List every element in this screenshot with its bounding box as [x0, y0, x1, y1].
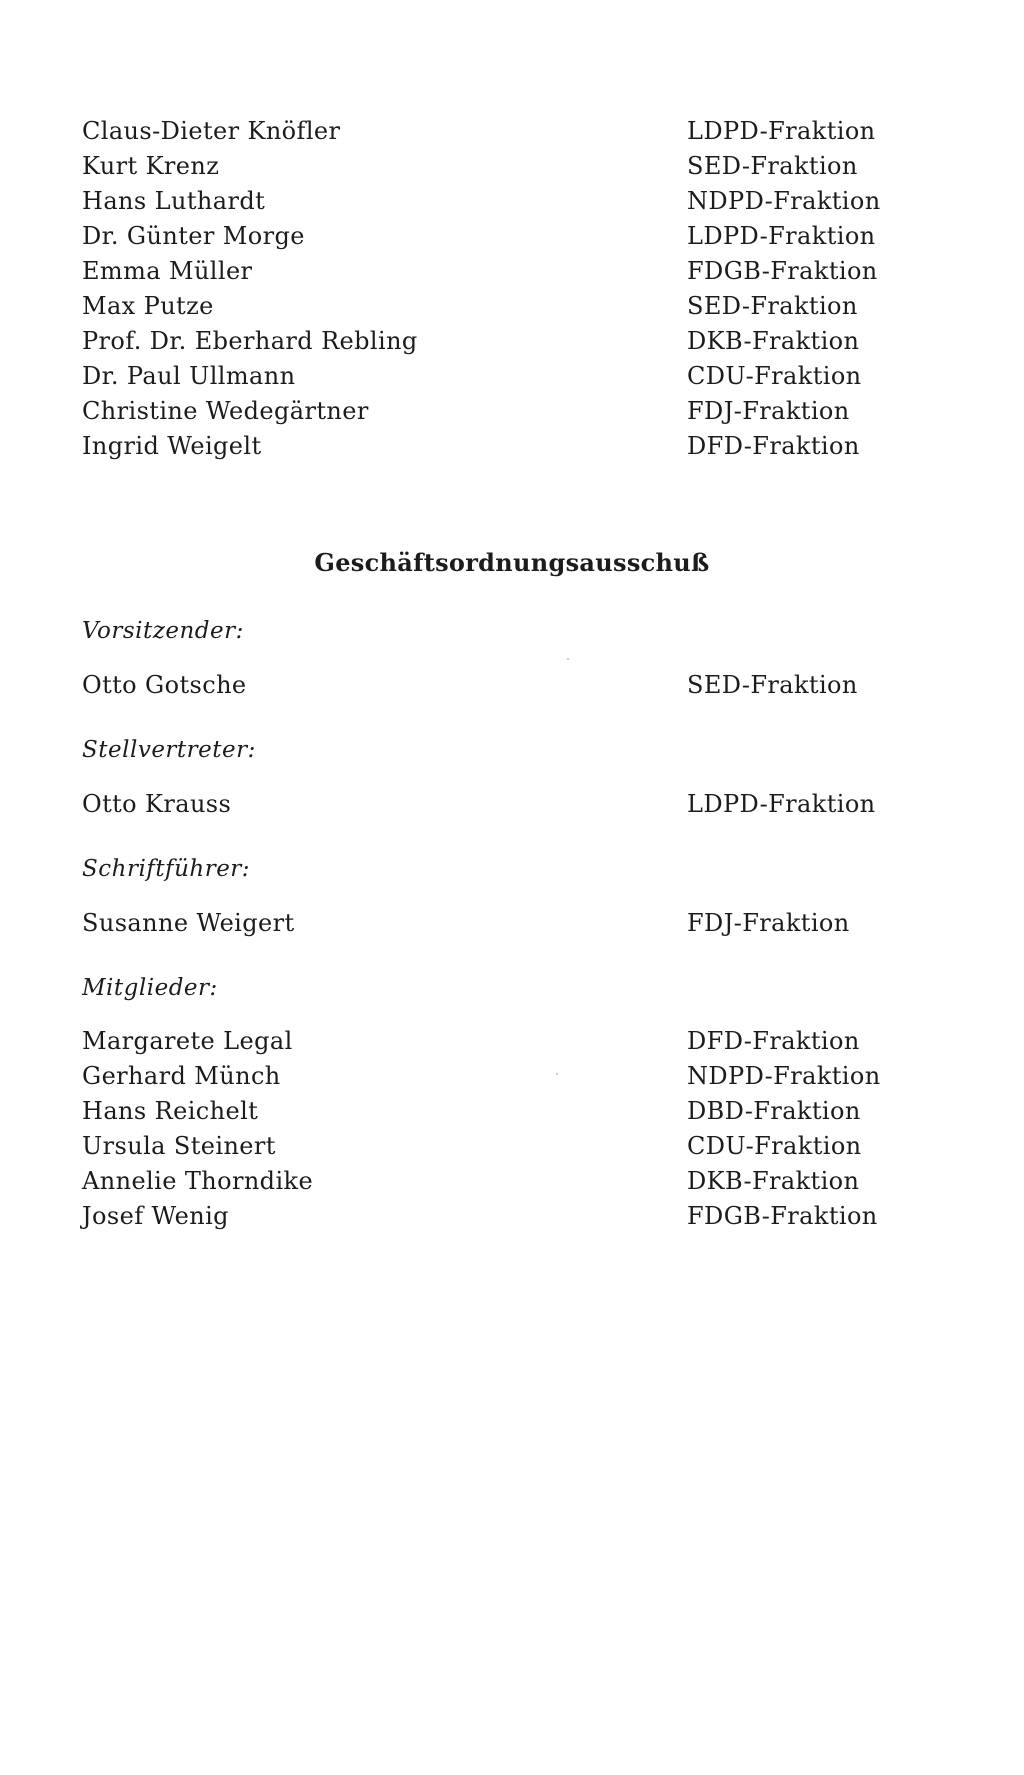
- deputy-fraction: LDPD-Fraktion: [687, 790, 876, 818]
- list-item: [0, 429, 1024, 464]
- committee-title: Geschäftsordnungsausschuß: [314, 548, 710, 577]
- list-item: [0, 149, 1024, 184]
- list-item: [0, 324, 1024, 359]
- list-item: [0, 1129, 1024, 1164]
- deputy-entry: [0, 787, 1024, 822]
- list-item: [0, 394, 1024, 429]
- list-item: [0, 219, 1024, 254]
- member-name: Max Putze: [82, 292, 214, 320]
- member-name: Emma Müller: [82, 257, 253, 285]
- member-name: Kurt Krenz: [82, 152, 220, 180]
- chair-fraction: SED-Fraktion: [687, 671, 858, 699]
- member-name: Hans Reichelt: [82, 1097, 259, 1125]
- member-fraction: SED-Fraktion: [687, 292, 858, 320]
- list-item: [0, 906, 1024, 941]
- list-item: [0, 787, 1024, 822]
- member-fraction: DBD-Fraktion: [687, 1097, 861, 1125]
- scan-speck: [556, 1073, 558, 1075]
- member-name: Dr. Günter Morge: [82, 222, 305, 250]
- member-name: Hans Luthardt: [82, 187, 266, 215]
- member-fraction: LDPD-Fraktion: [687, 117, 876, 145]
- secretary-entry: [0, 906, 1024, 941]
- list-item: [0, 1164, 1024, 1199]
- committee-member-list: [0, 1024, 1024, 1234]
- chair-label: Vorsitzender:: [82, 618, 244, 644]
- list-item: [0, 359, 1024, 394]
- list-item: [0, 1059, 1024, 1094]
- secretary-label: Schriftführer:: [82, 856, 251, 882]
- member-name: Claus-Dieter Knöfler: [82, 117, 341, 145]
- member-fraction: NDPD-Fraktion: [687, 1062, 881, 1090]
- members-label: Mitglieder:: [82, 975, 218, 1001]
- list-item: [0, 1024, 1024, 1059]
- member-fraction: FDGB-Fraktion: [687, 257, 878, 285]
- deputy-label: Stellvertreter:: [82, 737, 256, 763]
- scan-speck: [567, 658, 569, 660]
- member-name: Prof. Dr. Eberhard Rebling: [82, 327, 418, 355]
- member-name: Christine Wedegärtner: [82, 397, 369, 425]
- member-name: Josef Wenig: [82, 1202, 229, 1230]
- member-name: Dr. Paul Ullmann: [82, 362, 296, 390]
- list-item: [0, 668, 1024, 703]
- chair-entry: [0, 668, 1024, 703]
- list-item: [0, 1199, 1024, 1234]
- deputy-name: Otto Krauss: [82, 790, 232, 818]
- member-fraction: LDPD-Fraktion: [687, 222, 876, 250]
- member-name: Gerhard Münch: [82, 1062, 281, 1090]
- member-fraction: DFD-Fraktion: [687, 1027, 860, 1055]
- member-fraction: FDGB-Fraktion: [687, 1202, 878, 1230]
- member-fraction: CDU-Fraktion: [687, 362, 862, 390]
- secretary-fraction: FDJ-Fraktion: [687, 909, 850, 937]
- member-name: Ursula Steinert: [82, 1132, 276, 1160]
- member-list-continued: [0, 114, 1024, 464]
- list-item: [0, 184, 1024, 219]
- list-item: [0, 289, 1024, 324]
- member-fraction: DKB-Fraktion: [687, 327, 860, 355]
- member-name: Annelie Thorndike: [82, 1167, 314, 1195]
- member-fraction: FDJ-Fraktion: [687, 397, 850, 425]
- list-item: [0, 1094, 1024, 1129]
- member-fraction: CDU-Fraktion: [687, 1132, 862, 1160]
- member-name: Margarete Legal: [82, 1027, 293, 1055]
- chair-name: Otto Gotsche: [82, 671, 247, 699]
- list-item: [0, 254, 1024, 289]
- member-fraction: DKB-Fraktion: [687, 1167, 860, 1195]
- secretary-name: Susanne Weigert: [82, 909, 295, 937]
- member-name: Ingrid Weigelt: [82, 432, 262, 460]
- member-fraction: NDPD-Fraktion: [687, 187, 881, 215]
- list-item: [0, 114, 1024, 149]
- member-fraction: DFD-Fraktion: [687, 432, 860, 460]
- member-fraction: SED-Fraktion: [687, 152, 858, 180]
